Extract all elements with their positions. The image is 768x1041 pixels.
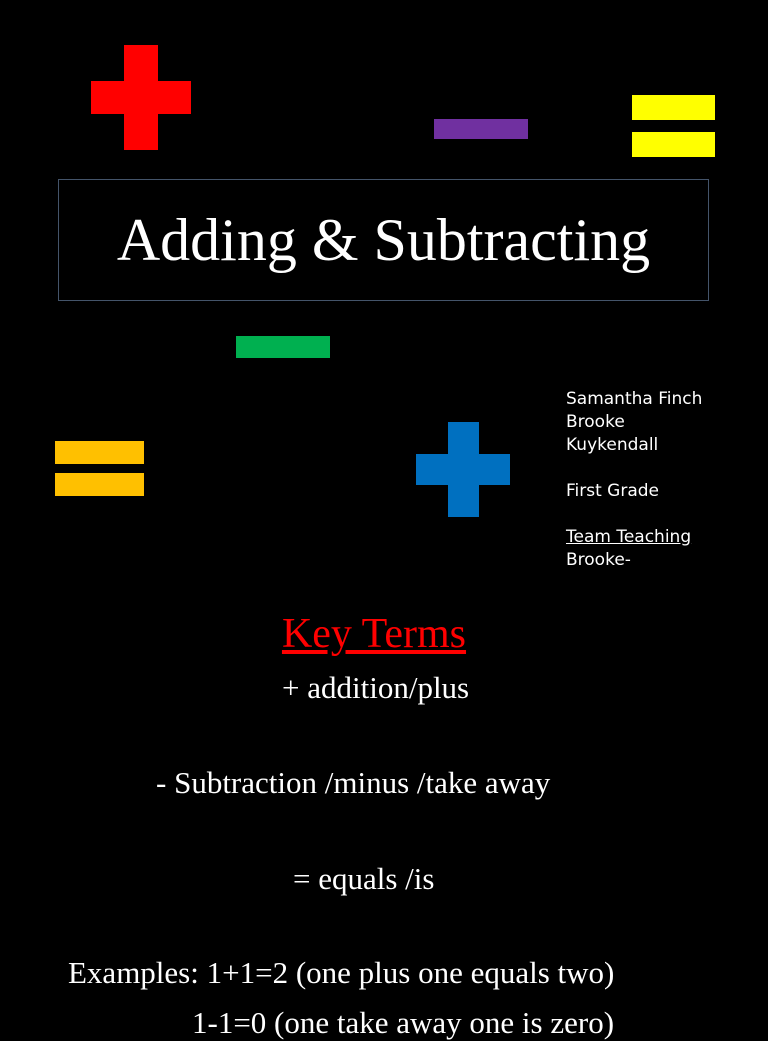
term-addition: + addition/plus: [282, 670, 470, 705]
term-equals: = equals /is: [293, 861, 435, 896]
authors-block: [566, 388, 766, 572]
purple-minus-icon: [434, 119, 528, 139]
example-subtraction: 1-1=0 (one take away one is zero): [192, 1005, 615, 1040]
key-terms-heading: Key Terms: [281, 611, 467, 657]
author-name-1: Samantha Finch: [566, 389, 703, 409]
term-subtraction: - Subtraction /minus /take away: [156, 765, 551, 800]
team-teaching-label: Team Teaching: [566, 527, 692, 547]
author-name-2: Brooke: [566, 412, 625, 432]
team-teaching-value: Brooke-: [566, 550, 631, 570]
green-minus-icon: [236, 336, 330, 358]
grade-label: First Grade: [566, 481, 660, 501]
slide-title: Adding & Subtracting: [116, 206, 651, 273]
author-name-3: Kuykendall: [566, 435, 659, 455]
example-addition: Examples: 1+1=2 (one plus one equals two): [68, 955, 615, 990]
title-box: [58, 179, 709, 301]
